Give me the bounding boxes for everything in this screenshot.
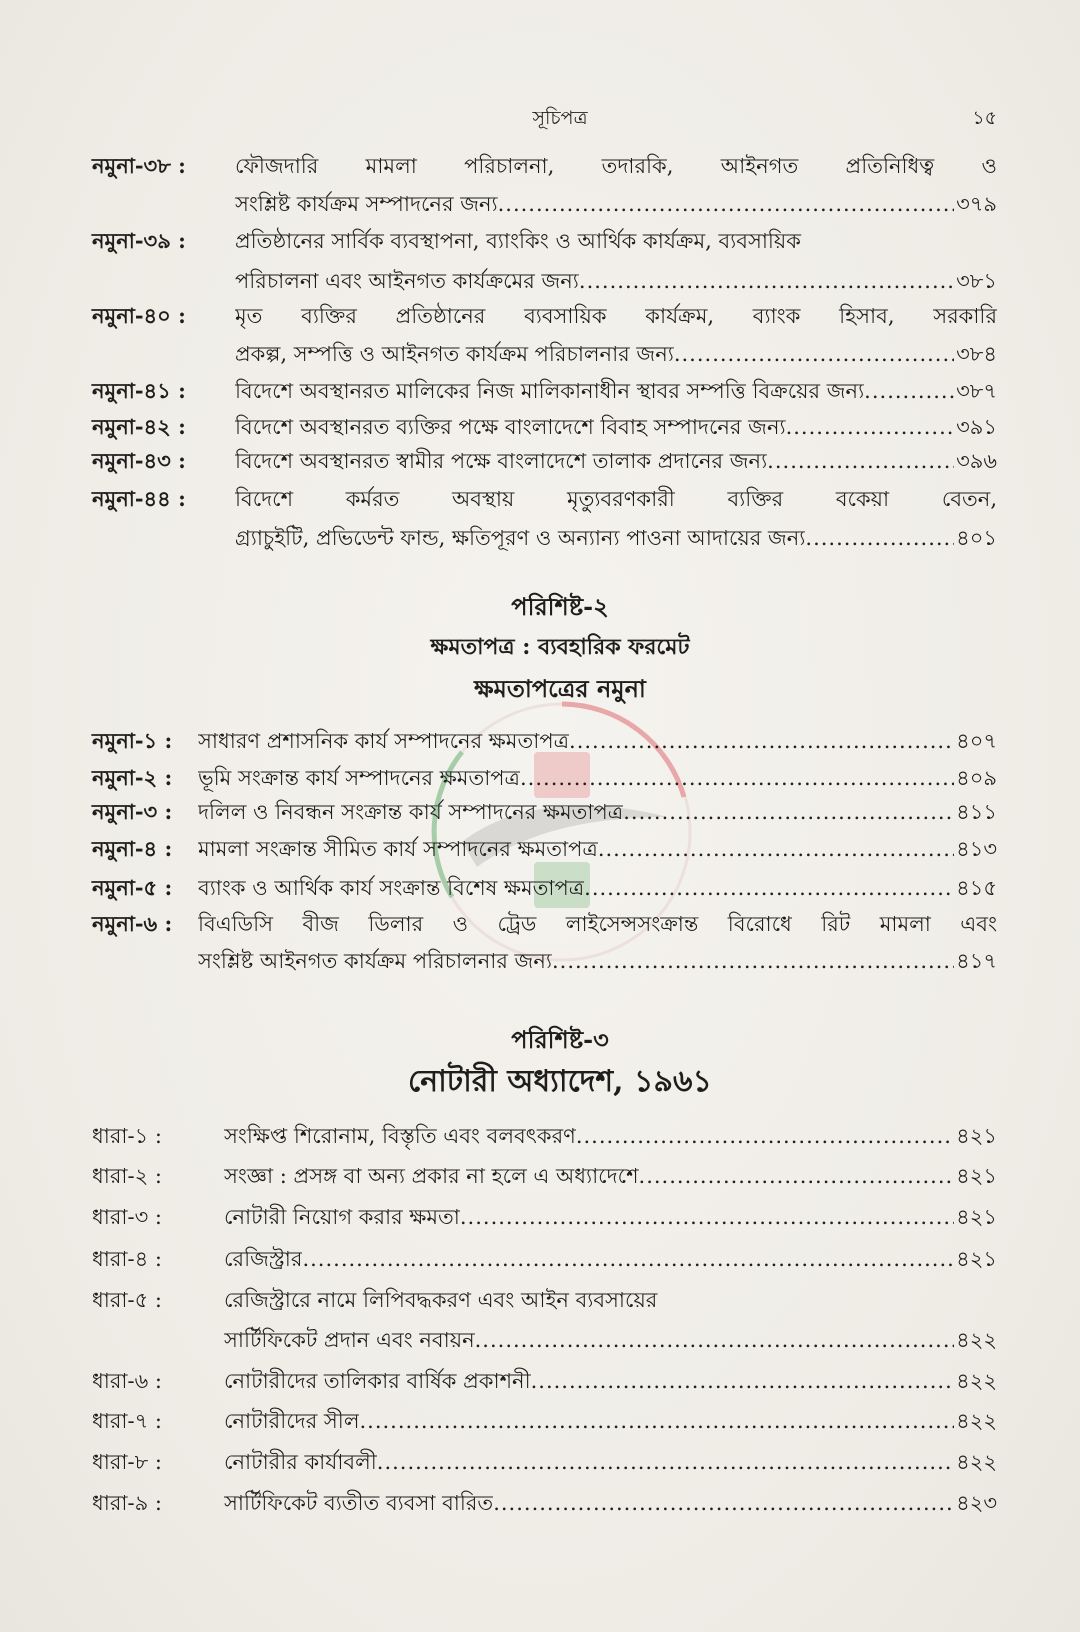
toc-entry bbox=[92, 795, 997, 829]
entry-title: দলিল ও নিবন্ধন সংক্রান্ত কার্য সম্পাদনের ক্ষমতাপত্র bbox=[198, 800, 624, 824]
entry-page-number: ৩৮৭ bbox=[956, 379, 997, 403]
leader-line bbox=[224, 1486, 997, 1520]
toc-entry bbox=[92, 444, 997, 478]
entry-label: নমুনা-৩ : bbox=[92, 799, 173, 824]
toc-entry-continuation bbox=[224, 1323, 997, 1357]
leader-line bbox=[198, 832, 997, 866]
entry-title: সংজ্ঞা : প্রসঙ্গ বা অন্য প্রকার না হলে এ অধ্যাদেশে bbox=[224, 1164, 639, 1188]
entry-title: নোটারী নিয়োগ করার ক্ষমতা bbox=[224, 1205, 460, 1229]
dot-leader bbox=[674, 337, 954, 371]
entry-label: নমুনা-১ : bbox=[92, 728, 173, 753]
appendix-heading: পরিশিষ্ট-২ bbox=[511, 592, 609, 621]
entry-title: পরিচালনা এবং আইনগত কার্যক্রমের জন্য bbox=[235, 269, 579, 293]
leader-line bbox=[235, 444, 997, 478]
leader-line bbox=[224, 1404, 997, 1438]
toc-entry bbox=[92, 224, 997, 258]
leader-line bbox=[198, 724, 997, 758]
page-number: ১৫ bbox=[972, 107, 997, 129]
toc-entry bbox=[92, 410, 997, 444]
toc-entry bbox=[92, 374, 997, 408]
entry-page-number: ৪২২ bbox=[956, 1328, 997, 1352]
leader-line bbox=[198, 871, 997, 905]
leader-line bbox=[235, 374, 997, 408]
entry-title: রেজিস্ট্রারে নামে লিপিবদ্ধকরণ এবং আইন ব্যবসায়ের bbox=[224, 1288, 658, 1312]
dot-leader bbox=[498, 187, 954, 221]
entry-label: ধারা-৬ : bbox=[92, 1369, 163, 1393]
entry-page-number: ৩৮৪ bbox=[956, 342, 997, 366]
leader-line bbox=[224, 1364, 997, 1398]
entry-title: গ্র্যাচুইটি, প্রভিডেন্ট ফান্ড, ক্ষতিপূরণ ও অন্যান্য পাওনা আদায়ের জন্য bbox=[235, 526, 806, 550]
entry-title: বিদেশে কর্মরত অবস্থায় মৃত্যুবরণকারী ব্যক্তির বকেয়া বেতন, bbox=[235, 487, 997, 511]
toc-entry bbox=[92, 1445, 997, 1479]
toc-entry bbox=[92, 1242, 997, 1276]
leader-line bbox=[224, 1445, 997, 1479]
dot-leader bbox=[493, 1486, 954, 1520]
entry-page-number: ৪২১ bbox=[956, 1205, 997, 1229]
leader-line bbox=[235, 410, 997, 444]
toc-entry-continuation bbox=[235, 521, 997, 555]
dot-leader bbox=[359, 1404, 954, 1438]
entry-label: নমুনা-৫ : bbox=[92, 875, 173, 900]
entry-page-number: ৪২১ bbox=[956, 1247, 997, 1271]
dot-leader bbox=[598, 832, 954, 866]
toc-entry-continuation bbox=[235, 187, 997, 221]
toc-entry bbox=[92, 1159, 997, 1193]
leader-line bbox=[224, 1119, 997, 1153]
entry-title: মামলা সংক্রান্ত সীমিত কার্য সম্পাদনের ক্ষমতাপত্র bbox=[198, 837, 598, 861]
dot-leader bbox=[552, 944, 954, 978]
entry-label: ধারা-৮ : bbox=[92, 1450, 162, 1474]
appendix-heading: পরিশিষ্ট-৩ bbox=[511, 1025, 609, 1054]
entry-title: সংক্ষিপ্ত শিরোনাম, বিস্তৃতি এবং বলবৎকরণ bbox=[224, 1124, 576, 1148]
toc-entry-continuation bbox=[235, 264, 997, 298]
entry-page-number: ৪২২ bbox=[956, 1369, 997, 1393]
entry-title: সাধারণ প্রশাসনিক কার্য সম্পাদনের ক্ষমতাপত্র bbox=[198, 729, 570, 753]
entry-page-number: ৪০৭ bbox=[956, 729, 997, 753]
toc-entry bbox=[92, 832, 997, 866]
entry-title: ফৌজদারি মামলা পরিচালনা, তদারকি, আইনগত প্রতিনিধিত্ব ও bbox=[235, 154, 997, 178]
entry-title: বিএডিসি বীজ ডিলার ও ট্রেড লাইসেন্সসংক্রান্ত বিরোধে রিট মামলা এবং bbox=[198, 912, 997, 936]
toc-entry bbox=[92, 1119, 997, 1153]
dot-leader bbox=[576, 1119, 954, 1153]
dot-leader bbox=[786, 410, 955, 444]
leader-line bbox=[224, 1323, 997, 1357]
entry-page-number: ৪০৯ bbox=[956, 766, 997, 790]
entry-page-number: ৪২৩ bbox=[956, 1491, 997, 1515]
toc-entry bbox=[92, 299, 997, 333]
toc-entry bbox=[92, 724, 997, 758]
entry-label: নমুনা-৩৮ : bbox=[92, 153, 186, 178]
entry-title: নোটারীর কার্যাবলী bbox=[224, 1450, 377, 1474]
toc-entry bbox=[92, 871, 997, 905]
leader-line bbox=[235, 187, 997, 221]
dot-leader bbox=[579, 264, 954, 298]
dot-leader bbox=[639, 1159, 955, 1193]
dot-leader bbox=[377, 1445, 954, 1479]
leader-line bbox=[198, 795, 997, 829]
entry-page-number: ৪২২ bbox=[956, 1450, 997, 1474]
entry-label: নমুনা-৪৪ : bbox=[92, 486, 186, 511]
toc-entry bbox=[92, 1404, 997, 1438]
entry-label: নমুনা-৩৯ : bbox=[92, 228, 186, 253]
entry-title: নোটারীদের সীল bbox=[224, 1409, 360, 1433]
dot-leader bbox=[864, 374, 954, 408]
entry-label: নমুনা-৪৩ : bbox=[92, 448, 186, 473]
entry-page-number: ৪১৫ bbox=[956, 876, 997, 900]
dot-leader bbox=[623, 795, 954, 829]
entry-label: নমুনা-৪০ : bbox=[92, 303, 186, 328]
entry-title: রেজিস্ট্রার bbox=[224, 1247, 303, 1271]
entry-title: নোটারীদের তালিকার বার্ষিক প্রকাশনী bbox=[224, 1369, 531, 1393]
appendix-caption: ক্ষমতাপত্রের নমুনা bbox=[474, 674, 646, 703]
entry-title: সংশ্লিষ্ট কার্যক্রম সম্পাদনের জন্য bbox=[235, 192, 498, 216]
toc-entry bbox=[92, 1364, 997, 1398]
leader-line bbox=[224, 1242, 997, 1276]
dot-leader bbox=[475, 1323, 954, 1357]
entry-page-number: ৪২১ bbox=[956, 1124, 997, 1148]
dot-leader bbox=[302, 1242, 954, 1276]
entry-page-number: ৩৭৯ bbox=[956, 192, 997, 216]
dot-leader bbox=[460, 1200, 954, 1234]
entry-page-number: ৪০১ bbox=[956, 526, 997, 550]
leader-line bbox=[235, 264, 997, 298]
leader-line bbox=[198, 761, 997, 795]
entry-label: নমুনা-৪ : bbox=[92, 836, 173, 861]
entry-label: ধারা-৩ : bbox=[92, 1205, 163, 1229]
entry-label: ধারা-৫ : bbox=[92, 1288, 162, 1312]
entry-label: ধারা-৯ : bbox=[92, 1491, 162, 1515]
toc-entry bbox=[92, 1283, 997, 1317]
entry-label: ধারা-৭ : bbox=[92, 1409, 163, 1433]
entry-label: নমুনা-৪১ : bbox=[92, 378, 186, 403]
toc-entry bbox=[92, 149, 997, 183]
entry-title: প্রতিষ্ঠানের সার্বিক ব্যবস্থাপনা, ব্যাংকিং ও আর্থিক কার্যক্রম, ব্যবসায়িক bbox=[235, 229, 801, 253]
running-header-title: সূচিপত্র bbox=[532, 107, 588, 129]
entry-label: ধারা-১ : bbox=[92, 1124, 162, 1148]
entry-label: ধারা-৪ : bbox=[92, 1247, 162, 1271]
entry-page-number: ৪১৩ bbox=[956, 837, 997, 861]
toc-entry-continuation bbox=[198, 944, 997, 978]
entry-page-number: ৩৯১ bbox=[956, 415, 997, 439]
entry-label: নমুনা-২ : bbox=[92, 765, 173, 790]
appendix-subtitle: ক্ষমতাপত্র : ব্যবহারিক ফরমেট bbox=[430, 634, 690, 660]
appendix-title: নোটারী অধ্যাদেশ, ১৯৬১ bbox=[408, 1064, 712, 1099]
toc-entry bbox=[92, 761, 997, 795]
entry-title: সার্টিফিকেট প্রদান এবং নবায়ন bbox=[224, 1328, 475, 1352]
entry-label: ধারা-২ : bbox=[92, 1164, 163, 1188]
dot-leader bbox=[531, 1364, 954, 1398]
toc-entry bbox=[92, 482, 997, 516]
toc-entry-continuation bbox=[235, 337, 997, 371]
dot-leader bbox=[569, 724, 954, 758]
entry-page-number: ৪১১ bbox=[956, 800, 997, 824]
entry-title: প্রকল্প, সম্পত্তি ও আইনগত কার্যক্রম পরিচালনার জন্য bbox=[235, 342, 674, 366]
leader-line bbox=[235, 337, 997, 371]
dot-leader bbox=[520, 761, 954, 795]
entry-title: বিদেশে অবস্থানরত স্বামীর পক্ষে বাংলাদেশে তালাক প্রদানের জন্য bbox=[235, 449, 768, 473]
dot-leader bbox=[767, 444, 954, 478]
entry-title: ভূমি সংক্রান্ত কার্য সম্পাদনের ক্ষমতাপত্র bbox=[198, 766, 520, 790]
entry-title: বিদেশে অবস্থানরত ব্যক্তির পক্ষে বাংলাদেশে বিবাহ সম্পাদনের জন্য bbox=[235, 415, 786, 439]
entry-page-number: ৪২১ bbox=[956, 1164, 997, 1188]
leader-line bbox=[224, 1200, 997, 1234]
entry-page-number: ৪১৭ bbox=[956, 949, 997, 973]
dot-leader bbox=[805, 521, 954, 555]
leader-line bbox=[198, 944, 997, 978]
entry-label: নমুনা-৪২ : bbox=[92, 414, 186, 439]
toc-entry bbox=[92, 1200, 997, 1234]
entry-title: সংশ্লিষ্ট আইনগত কার্যক্রম পরিচালনার জন্য bbox=[198, 949, 552, 973]
leader-line bbox=[235, 521, 997, 555]
entry-label: নমুনা-৬ : bbox=[92, 911, 173, 936]
toc-entry bbox=[92, 1486, 997, 1520]
entry-page-number: ৩৯৬ bbox=[956, 449, 997, 473]
entry-page-number: ৩৮১ bbox=[956, 269, 997, 293]
entry-title: মৃত ব্যক্তির প্রতিষ্ঠানের ব্যবসায়িক কার্যক্রম, ব্যাংক হিসাব, সরকারি bbox=[235, 304, 997, 328]
toc-entry bbox=[92, 907, 997, 941]
dot-leader bbox=[584, 871, 954, 905]
entry-title: বিদেশে অবস্থানরত মালিকের নিজ মালিকানাধীন স্থাবর সম্পত্তি বিক্রয়ের জন্য bbox=[235, 379, 865, 403]
entry-title: ব্যাংক ও আর্থিক কার্য সংক্রান্ত বিশেষ ক্ষমতাপত্র bbox=[198, 876, 585, 900]
entry-page-number: ৪২২ bbox=[956, 1409, 997, 1433]
leader-line bbox=[224, 1159, 997, 1193]
entry-title: সার্টিফিকেট ব্যতীত ব্যবসা বারিত bbox=[224, 1491, 494, 1515]
